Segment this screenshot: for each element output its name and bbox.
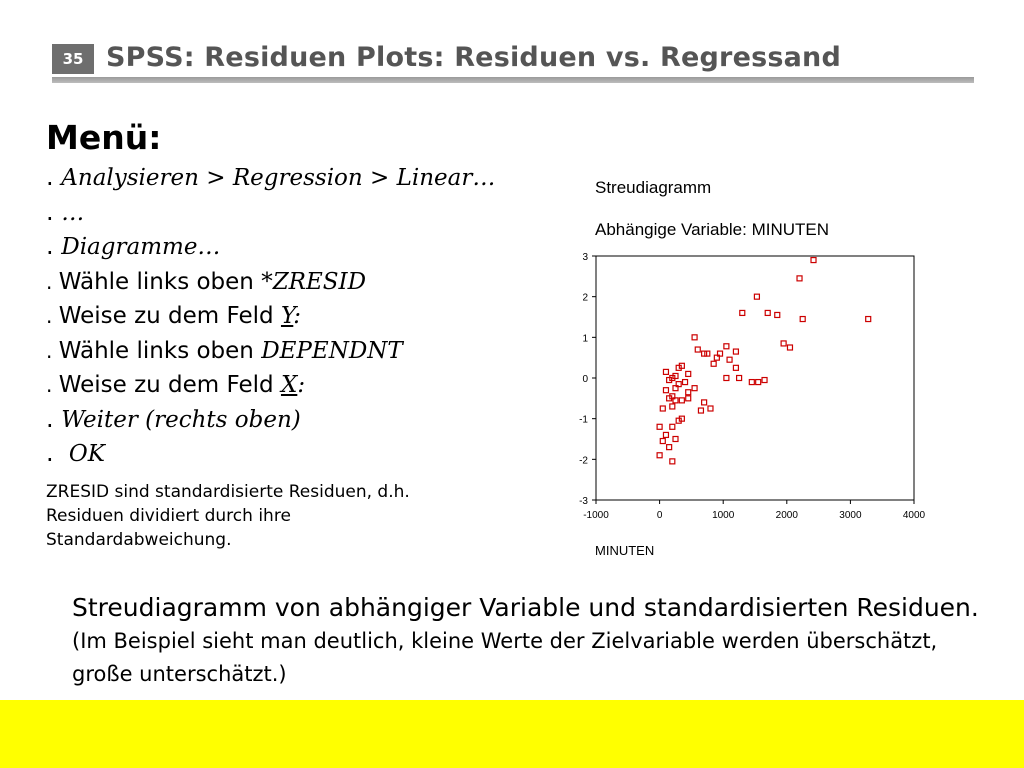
slide-number-badge: 35 (52, 44, 94, 74)
step-feld-y (46, 298, 495, 333)
step-bullet: . (46, 404, 62, 433)
step-analysieren (46, 160, 495, 195)
step-suffix: : (293, 303, 302, 329)
step-feld-x (46, 367, 495, 402)
data-point (657, 453, 662, 458)
y-tick-label: -1 (579, 414, 588, 426)
x-tick-label: 3000 (839, 510, 862, 521)
step-bullet: . (46, 338, 59, 363)
step-text: *ZRESID (261, 268, 367, 295)
step-text: OK (68, 441, 105, 467)
data-point (670, 459, 675, 464)
data-point (711, 361, 716, 366)
chart-title: Streudiagramm (595, 178, 712, 197)
x-axis-label: MINUTEN (595, 543, 655, 558)
step-bullet: . (46, 304, 59, 328)
data-point (733, 365, 738, 370)
zresid-note: ZRESID sind standardisierte Residuen, d.h. Residuen dividiert durch ihre Standardabweichung. (46, 482, 410, 550)
step-prefix: Wähle links oben (58, 268, 262, 295)
bottom-aside-text: (Im Beispiel sieht man deutlich, kleine Werte der Zielvariable werden überschätzt, große unterschätzt.) (72, 629, 938, 686)
data-point (749, 380, 754, 385)
data-point (663, 388, 668, 393)
data-point (800, 317, 805, 322)
title-divider (52, 77, 974, 83)
data-point (683, 380, 688, 385)
data-point (670, 424, 675, 429)
footer-bar (0, 700, 1024, 768)
data-point (667, 445, 672, 450)
step-text: X (280, 372, 298, 398)
step-bullet: . (46, 373, 59, 397)
data-point (733, 349, 738, 354)
data-point (705, 351, 710, 356)
y-tick-label: 3 (582, 252, 588, 263)
data-point (765, 310, 770, 315)
menu-steps-list (46, 160, 495, 471)
data-point (866, 317, 871, 322)
data-point (781, 341, 786, 346)
data-point (657, 424, 662, 429)
x-tick-label: 2000 (775, 510, 798, 521)
data-point (686, 390, 691, 395)
step-text: Diagramme… (61, 234, 221, 260)
step-text: DEPENDNT (261, 337, 403, 364)
step-prefix: Weise zu dem Feld (58, 372, 281, 398)
data-point (686, 396, 691, 401)
step-text: Weiter (rechts oben) (61, 406, 301, 433)
slide-title: SPSS: Residuen Plots: Residuen vs. Regressand (106, 42, 841, 73)
step-bullet: . (46, 232, 62, 260)
data-point (708, 406, 713, 411)
data-point (787, 345, 792, 350)
data-point (797, 276, 802, 281)
step-prefix: Weise zu dem Feld (58, 303, 281, 329)
data-point (740, 310, 745, 315)
data-point (686, 371, 691, 376)
step-text: Analysieren > Regression > Linear… (61, 165, 496, 191)
plot-frame (596, 256, 914, 500)
x-tick-label: 4000 (902, 510, 926, 521)
data-point (660, 439, 665, 444)
data-point (737, 376, 742, 381)
step-waehle-dependnt (46, 333, 495, 368)
step-bullet: . (46, 197, 62, 226)
step-bullet: . (46, 163, 62, 191)
chart-subtitle: Abhängige Variable: MINUTEN (595, 220, 830, 239)
data-point (695, 347, 700, 352)
data-point (775, 312, 780, 317)
bottom-main-text: Streudiagramm von abhängiger Variable und standardisierten Residuen. (72, 593, 979, 622)
data-point (756, 380, 761, 385)
step-bullet: . (46, 439, 69, 467)
data-point (670, 404, 675, 409)
step-waehle-zresid (46, 264, 495, 299)
y-tick-label: 1 (582, 333, 588, 345)
y-tick-label: 0 (582, 374, 588, 385)
x-tick-label: 0 (656, 510, 663, 521)
data-point (698, 408, 703, 413)
data-point (660, 406, 665, 411)
data-point (702, 400, 707, 405)
data-point (811, 258, 816, 263)
step-suffix: : (297, 372, 306, 398)
data-point (727, 357, 732, 362)
data-point (663, 432, 668, 437)
step-weiter (46, 402, 495, 437)
data-point (762, 378, 767, 383)
y-tick-label: -3 (579, 496, 588, 507)
data-point (702, 351, 707, 356)
step-text: Y (280, 303, 294, 329)
y-tick-label: 2 (582, 292, 588, 304)
data-point (663, 369, 668, 374)
step-prefix: Wähle links oben (58, 337, 262, 364)
step-ok (46, 436, 495, 471)
step-diagramme (46, 229, 495, 264)
menu-heading: Menü: (46, 118, 162, 157)
step-bullet: . (46, 269, 59, 294)
y-tick-label: -2 (579, 455, 588, 467)
x-tick-label: 1000 (712, 510, 735, 521)
bottom-explanation (72, 592, 992, 690)
step-ellipsis (46, 195, 495, 230)
data-point (692, 386, 697, 391)
data-point (724, 376, 729, 381)
x-tick-label: -1000 (583, 510, 609, 521)
step-text: … (61, 199, 85, 226)
data-point (754, 294, 759, 299)
scatter-plot (560, 246, 930, 536)
data-point (692, 335, 697, 340)
data-point (724, 344, 729, 349)
data-point (673, 437, 678, 442)
data-point (679, 398, 684, 403)
